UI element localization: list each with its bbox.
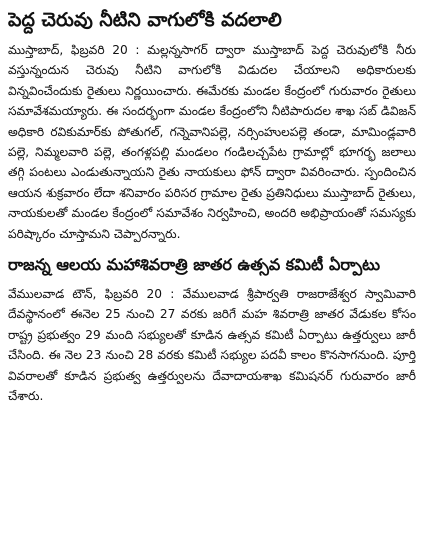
article-1-body: ముస్తాబాద్, ఫిబ్రవరి 20 : మల్లన్నసాగర్ ద్వారా ముస్తాబాద్ పెద్ద చెరువులోకి నీరు వస్తున్నందున చెరువు నీటిని వాగులోకి విడుదల చేయాలని అధికారులకు విన్నవించేందుకు రైతులు నిర్ణయించారు. ఈమేరకు మండల కేంద్రంలో గురువారం రైతులు సమావేశమయ్యారు. ఈ సందర్భంగా మండల కేంద్రంలోని నీటిపారుదల శాఖ సబ్ డివిజన్ అధికారి రవికుమార్‌కు పోతుగల్, గన్నెవానిపల్లె, నర్సింహులపల్లె తండా, మామిండ్లవారి పల్లె, నిమ్మలవారి పల్లె, తంగళ్లపల్లి మండలం గండిలచ్చపేట గ్రామాల్లో భూగర్భ జలాలు తగ్గి పంటలు ఎండుతున్నాయని రైతు నాయకులు ఫోన్ ద్వారా వివరించారు. స్పందించిన ఆయన శుక్రవారం లేదా శనివారం పరిసర గ్రామాల రైతు ప్రతినిధులు ముస్తాబాద్ రైతులు, నాయకులతో మండల కేంద్రంలో సమావేశం నిర్వహించి, అందరి అభిప్రాయంతో సమస్యకు పరిష్కారం చూస్తామని చెప్పారన్నారు. [8, 43, 416, 241]
article-1-headline: పెద్ద చెరువు నీటిని వాగులోకి వదలాలి [8, 9, 282, 31]
article-2-headline: రాజన్న ఆలయ మహాశివరాత్రి జాతర ఉత్సవ కమిటీ ఏర్పాటు [8, 255, 381, 275]
article-2-body: వేములవాడ టౌన్, ఫిబ్రవరి 20 : వేములవాడ శ్రీపార్వతి రాజరాజేశ్వర స్వామివారి దేవస్థానంలో ఈనెల 25 నుంచి 27 వరకు జరిగే మహ శివరాత్రి జాతర వేడుకల కోసం రాష్ట్ర ప్రభుత్వం 29 మంది సభ్యులతో కూడిన ఉత్సవ కమిటీ ఏర్పాటు ఉత్తర్వులు జారీ చేసింది. ఈ నెల 23 నుంచి 28 వరకు కమిటీ సభ్యుల పదవీ కాలం కొనసాగనుంది. పూర్తి వివరాలతో కూడిన ప్రభుత్వ ఉత్తర్వులను దేవాదాయశాఖ కమిషనర్ గురువారం జారీ చేశారు. [8, 287, 416, 404]
section-divider [8, 244, 416, 252]
